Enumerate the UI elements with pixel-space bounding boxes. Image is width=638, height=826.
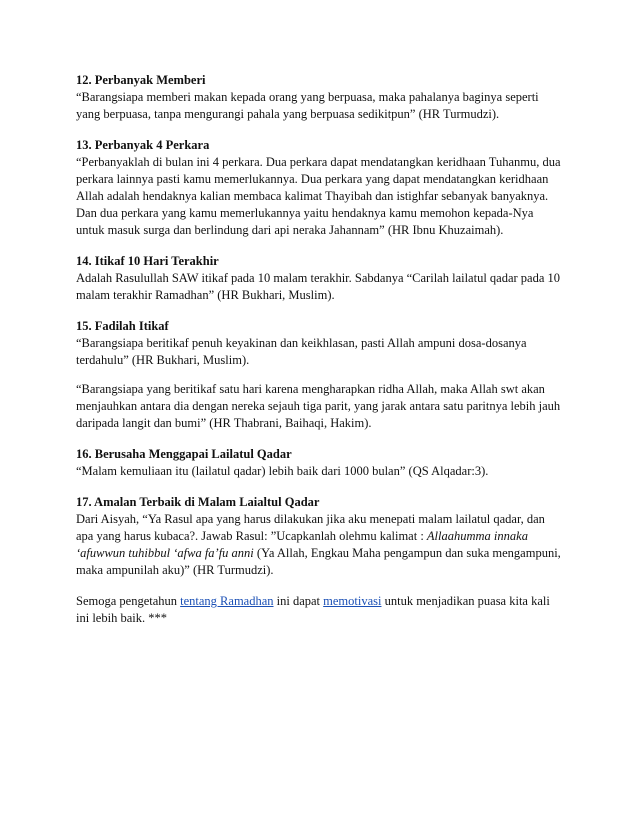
- text-line: maka ampunilah aku)” (HR Turmudzi).: [76, 563, 274, 577]
- text-line: perkara lainnya pasti kamu memerlukannya. Dua perkara yang dapat mendatangkan keridhaan: [76, 172, 549, 186]
- section-14: [76, 253, 576, 304]
- section-heading: 17. Amalan Terbaik di Malam Laialtul Qadar: [76, 495, 320, 509]
- text-line: untuk masuk surga dan berlindung dari api neraka Jahannam” (HR Ibnu Khuzaimah).: [76, 223, 504, 237]
- closing-section: [76, 593, 576, 627]
- text-line: “Barangsiapa beritikaf penuh keyakinan dan keikhlasan, pasti Allah ampuni dosa-dosanya: [76, 336, 527, 350]
- text-line: Dan dua perkara yang kamu memerlukannya yaitu hendaknya kamu memohon kepada-Nya: [76, 206, 534, 220]
- section-paragraph: [76, 511, 576, 579]
- section-13: [76, 137, 576, 239]
- section-paragraph: [76, 381, 576, 432]
- section-paragraph: [76, 335, 576, 369]
- section-heading: 15. Fadilah Itikaf: [76, 319, 169, 333]
- text-line: “Perbanyaklah di bulan ini 4 perkara. Dua perkara dapat mendatangkan keridhaan Tuhanmu, dua: [76, 155, 561, 169]
- section-heading: 13. Perbanyak 4 Perkara: [76, 138, 210, 152]
- text-line: “Malam kemuliaan itu (lailatul qadar) lebih baik dari 1000 bulan” (QS Alqadar:3).: [76, 464, 489, 478]
- text-segment: untuk menjadikan puasa kita kali: [381, 594, 550, 608]
- text-line: menjauhkan antara dia dengan nereka sejauh tiga parit, yang jarak antara satu paritnya lebih jauh: [76, 399, 561, 413]
- text-segment: ini dapat: [273, 594, 324, 608]
- text-line: Adalah Rasulullah SAW itikaf pada 10 malam terakhir. Sabdanya “Carilah lailatul qadar pada 10: [76, 271, 561, 285]
- text-line: “Barangsiapa memberi makan kepada orang yang berpuasa, maka pahalanya baginya seperti: [76, 90, 539, 104]
- italic-prayer-text: ‘afuwwun tuhibbul ‘afwa fa’fu anni: [76, 546, 254, 560]
- section-heading: 14. Itikaf 10 Hari Terakhir: [76, 254, 219, 268]
- section-paragraph: [76, 270, 576, 304]
- text-line: malam terakhir Ramadhan” (HR Bukhari, Muslim).: [76, 288, 335, 302]
- section-17: [76, 494, 576, 579]
- text-line: Dari Aisyah, “Ya Rasul apa yang harus dilakukan jika aku menepati malam lailatul qadar, dan: [76, 512, 545, 526]
- section-heading: 16. Berusaha Menggapai Lailatul Qadar: [76, 447, 292, 461]
- section-heading: 12. Perbanyak Memberi: [76, 73, 206, 87]
- text-line: apa yang harus kubaca?. Jawab Rasul: ”Ucapkanlah olehmu kalimat :: [76, 529, 427, 543]
- section-paragraph: [76, 463, 576, 480]
- text-line: ini lebih baik. ***: [76, 611, 167, 625]
- section-paragraph: [76, 154, 576, 239]
- italic-prayer-text: Allaahumma innaka: [426, 529, 528, 543]
- link-tentang-ramadhan[interactable]: tentang Ramadhan: [180, 594, 274, 608]
- text-line: terdahulu” (HR Bukhari, Muslim).: [76, 353, 250, 367]
- section-12: [76, 72, 576, 123]
- text-line: yang berpuasa, tanpa mengurangi pahala yang berpuasa sedikitpun” (HR Turmudzi).: [76, 107, 500, 121]
- section-15: [76, 318, 576, 432]
- closing-paragraph: [76, 593, 576, 627]
- document-page: [76, 72, 576, 641]
- text-line: “Barangsiapa yang beritikaf satu hari karena mengharapkan ridha Allah, maka Allah swt akan: [76, 382, 545, 396]
- section-paragraph: [76, 89, 576, 123]
- text-line: Allah adalah hendaknya kalian membaca kalimat Thayibah dan istighfar sebanyak banyaknya.: [76, 189, 549, 203]
- text-line: daripada langit dan bumi” (HR Thabrani, Baihaqi, Hakim).: [76, 416, 372, 430]
- text-line: (Ya Allah, Engkau Maha pengampun dan suka mengampuni,: [253, 546, 561, 560]
- text-segment: Semoga pengetahun: [76, 594, 181, 608]
- section-16: [76, 446, 576, 480]
- link-memotivasi[interactable]: memotivasi: [323, 594, 382, 608]
